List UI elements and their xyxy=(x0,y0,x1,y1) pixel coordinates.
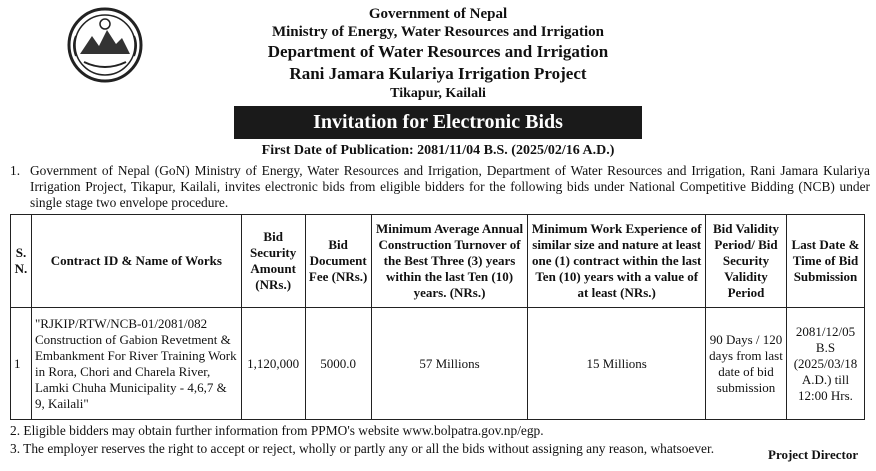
department-title: Department of Water Resources and Irrigation xyxy=(267,42,609,61)
header-turnover: Minimum Average Annual Construction Turnover of the Best Three (3) years within the last Ten (10) years. (NRs.) xyxy=(371,215,528,308)
header-security: Bid Security Amount (NRs.) xyxy=(241,215,305,308)
location-title: Tikapur, Kailali xyxy=(390,86,486,101)
cell-validity: 90 Days / 120 days from last date of bid submission xyxy=(706,308,787,420)
intro-text: Government of Nepal (GoN) Ministry of Energy, Water Resources and Irrigation, Department of Water Resources and Irrigation, Rani Jamara Kulariya Irrigation Project, Tikapur, Kailali, invites electronic bids from eligible bidders for the following bids under National Competitive Bidding (NCB) under single stage two envelope procedure. xyxy=(30,163,870,210)
header-validity: Bid Validity Period/ Bid Security Validity Period xyxy=(706,215,787,308)
cell-deadline: 2081/12/05 B.S (2025/03/18 A.D.) till 12:00 Hrs. xyxy=(786,308,864,420)
publication-date: First Date of Publication: 2081/11/04 B.S. (2025/02/16 A.D.) xyxy=(261,143,615,158)
government-title: Government of Nepal xyxy=(368,6,508,22)
letterhead xyxy=(0,5,876,102)
note-rights: 3. The employer reserves the right to accept or reject, wholly or partly any or all the bids without assigning any reason, whatsoever. xyxy=(10,441,715,456)
header-contract: Contract ID & Name of Works xyxy=(31,215,241,308)
intro-number: 1. xyxy=(10,163,21,178)
header-fee: Bid Document Fee (NRs.) xyxy=(305,215,371,308)
notice-banner: Invitation for Electronic Bids xyxy=(234,106,642,139)
header-deadline: Last Date & Time of Bid Submission xyxy=(786,215,864,308)
cell-contract: "RJKIP/RTW/NCB-01/2081/082 Construction of Gabion Revetment & Embankment For River Training Work in Rora, Chori and Charela River, Lamki Chuha Municipality - 4,6,7 & 9, Kailali" xyxy=(31,308,241,420)
cell-sn: 1 xyxy=(11,308,32,420)
bids-table xyxy=(10,214,865,420)
header-sn: S. N. xyxy=(11,215,32,308)
note-eligibility: 2. Eligible bidders may obtain further information from PPMO's website www.bolpatra.gov.np/egp. xyxy=(10,423,544,438)
ministry-title: Ministry of Energy, Water Resources and Irrigation xyxy=(271,24,605,40)
intro-paragraph xyxy=(10,163,870,211)
cell-experience: 15 Millions xyxy=(528,308,706,420)
table-row xyxy=(11,308,865,420)
cell-fee: 5000.0 xyxy=(305,308,371,420)
project-title: Rani Jamara Kulariya Irrigation Project xyxy=(289,64,587,83)
header-experience: Minimum Work Experience of similar size and nature at least one (1) contract within the last Ten (10) years with a value of at least (NRs.) xyxy=(528,215,706,308)
cell-turnover: 57 Millions xyxy=(371,308,528,420)
cell-security: 1,120,000 xyxy=(241,308,305,420)
signatory: Project Director xyxy=(768,447,859,462)
